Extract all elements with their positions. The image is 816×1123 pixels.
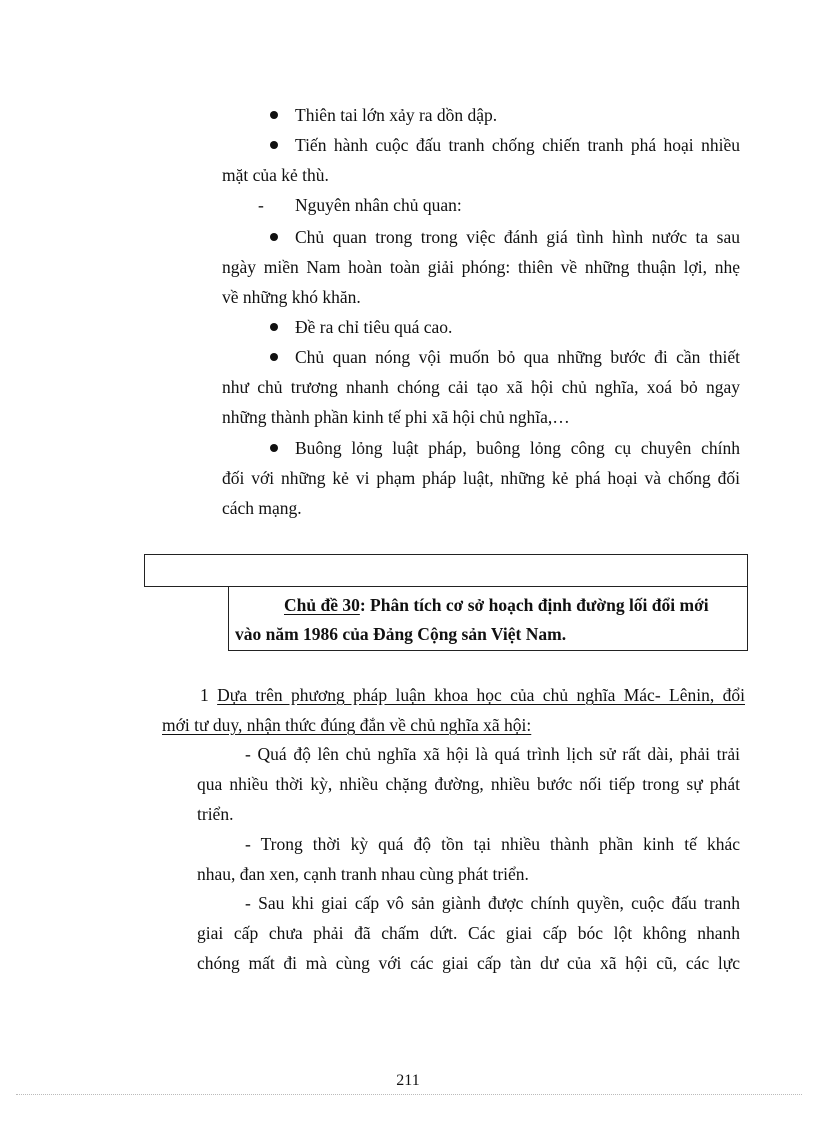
page-number: 211	[396, 1072, 420, 1089]
text-line: đối với những kẻ vi phạm pháp luật, những kẻ phá hoại và chống đối	[222, 468, 740, 488]
dash-item: - Nguyên nhân chủ quan:	[258, 190, 462, 220]
bullet-icon	[270, 323, 278, 331]
bullet-item: Chủ quan trong trong việc đánh giá tình hình nước ta sau	[258, 222, 740, 252]
paragraph-line: nhau, đan xen, cạnh tranh nhau cùng phát triển.	[197, 864, 529, 884]
text-line: về những khó khăn.	[222, 287, 361, 307]
topic-label: Chủ đề 30	[284, 595, 360, 615]
text-line: cách mạng.	[222, 498, 302, 518]
paragraph-line: - Sau khi giai cấp vô sản giành được chính quyền, cuộc đấu tranh	[245, 893, 740, 913]
bullet-icon	[270, 233, 278, 241]
bullet-item: Thiên tai lớn xảy ra dồn dập.	[258, 100, 497, 130]
page-bottom-divider	[16, 1094, 802, 1095]
paragraph-line: chóng mất đi mà cùng với các giai cấp tàn dư của xã hội cũ, các lực	[197, 953, 740, 973]
paragraph-line: qua nhiều thời kỳ, nhiều chặng đường, nhiều bước nối tiếp trong sự phát	[197, 774, 740, 794]
topic-box-header	[144, 554, 748, 587]
topic-title-line2: vào năm 1986 của Đảng Cộng sản Việt Nam.	[235, 624, 567, 644]
section-heading: 1 Dựa trên phương pháp luận khoa học của chủ nghĩa Mác- Lênin, đổi	[200, 685, 745, 705]
topic-title: Chủ đề 30: Phân tích cơ sở hoạch định đường lối đổi mới	[284, 595, 709, 615]
text-line: mặt của kẻ thù.	[222, 165, 329, 185]
paragraph-line: - Trong thời kỳ quá độ tồn tại nhiều thành phần kinh tế khác	[245, 834, 740, 854]
dash-marker: -	[258, 195, 264, 215]
bullet-item: Buông lỏng luật pháp, buông lỏng công cụ chuyên chính	[258, 433, 740, 463]
bullet-item: Đề ra chỉ tiêu quá cao.	[258, 312, 452, 342]
bullet-item: Tiến hành cuộc đấu tranh chống chiến tranh phá hoại nhiều	[258, 130, 740, 160]
text-line: như chủ trương nhanh chóng cải tạo xã hội chủ nghĩa, xoá bỏ ngay	[222, 377, 740, 397]
bullet-icon	[270, 444, 278, 452]
bullet-icon	[270, 111, 278, 119]
bullet-item: Chủ quan nóng vội muốn bỏ qua những bước đi cần thiết	[258, 342, 740, 372]
section-heading-line2: mới tư duy, nhận thức đúng đắn về chủ nghĩa xã hội:	[162, 715, 532, 735]
paragraph-line: triển.	[197, 804, 234, 824]
bullet-icon	[270, 353, 278, 361]
text-line: những thành phần kinh tế phi xã hội chủ nghĩa,…	[222, 407, 570, 427]
bullet-icon	[270, 141, 278, 149]
paragraph-line: - Quá độ lên chủ nghĩa xã hội là quá trình lịch sử rất dài, phải trải	[245, 744, 740, 764]
paragraph-line: giai cấp chưa phải đã chấm dứt. Các giai cấp bóc lột không nhanh	[197, 923, 740, 943]
text-line: ngày miền Nam hoàn toàn giải phóng: thiên về những thuận lợi, nhẹ	[222, 257, 740, 277]
